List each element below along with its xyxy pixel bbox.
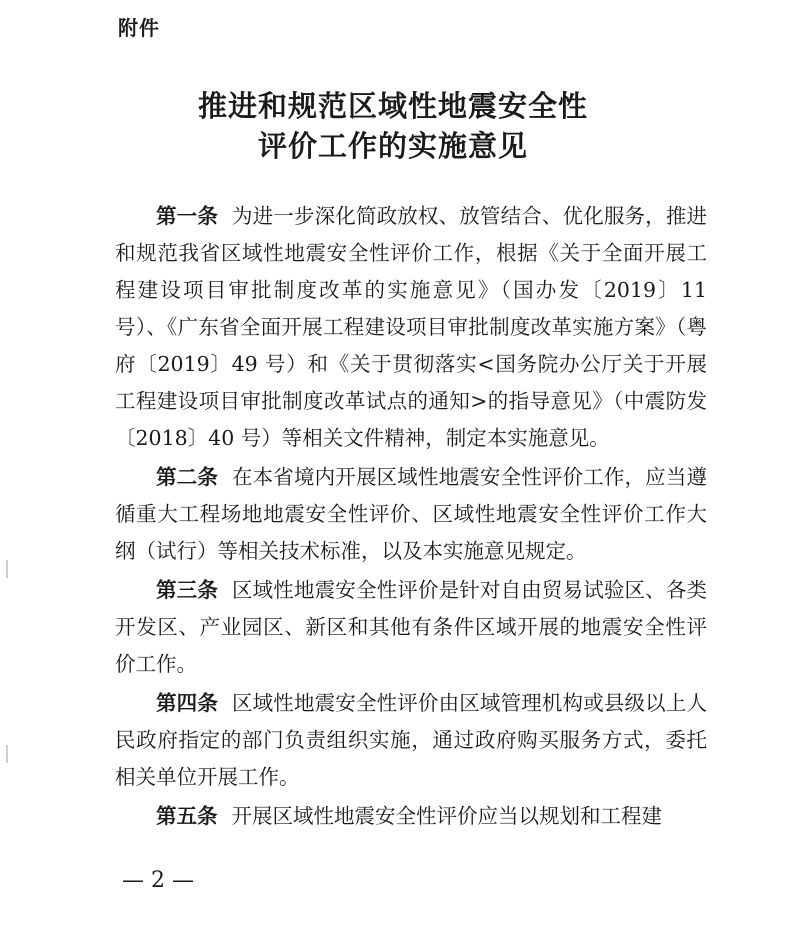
page-number: — 2 — [122,868,194,893]
article-number: 第二条 [156,465,218,489]
article-text: 区域性地震安全性评价是针对自由贸易试验区、各类开发区、产业园区、新区和其他有条件区域开展的地震安全性评价工作。 [115,578,708,676]
document-body [115,198,707,837]
article-text: 为进一步深化简政放权、放管结合、优化服务，推进和规范我省区域性地震安全性评价工作，根据《关于全面开展工程建设项目审批制度改革的实施意见》（国办发〔2019〕11 号）、《广东省全面开展工程建设项目审批制度改革实施方案》（粤府〔2019〕49 号）和《关于贯彻落实<国务院办公厅关于开展工程建设项目审批制度改革试点的通知>的指导意见》（中震防发〔2018〕40 号）等相关文件精神，制定本实施意见。 [115,204,708,450]
article-paragraph-1 [115,198,707,457]
article-text: 开展区域性地震安全性评价应当以规划和工程建 [231,804,662,828]
article-paragraph-2 [115,459,707,570]
document-title-line-1: 推进和规范区域性地震安全性 [197,89,588,123]
document-title-line-2: 评价工作的实施意见 [257,129,528,163]
article-paragraph-4 [115,685,707,796]
article-number: 第三条 [156,578,218,602]
attachment-label: 附件 [118,16,160,40]
article-text: 区域性地震安全性评价由区域管理机构或县级以上人民政府指定的部门负责组织实施，通过政府购买服务方式，委托相关单位开展工作。 [115,691,708,789]
article-paragraph-5 [115,798,707,835]
scan-edge-mark [6,560,8,578]
article-paragraph-3 [115,572,707,683]
article-text: 在本省境内开展区域性地震安全性评价工作，应当遵循重大工程场地地震安全性评价、区域性地震安全性评价工作大纲（试行）等相关技术标准，以及本实施意见规定。 [115,465,708,563]
article-number: 第一条 [156,204,218,228]
article-number: 第五条 [156,804,218,828]
scan-edge-mark [6,745,8,763]
article-number: 第四条 [156,691,218,715]
